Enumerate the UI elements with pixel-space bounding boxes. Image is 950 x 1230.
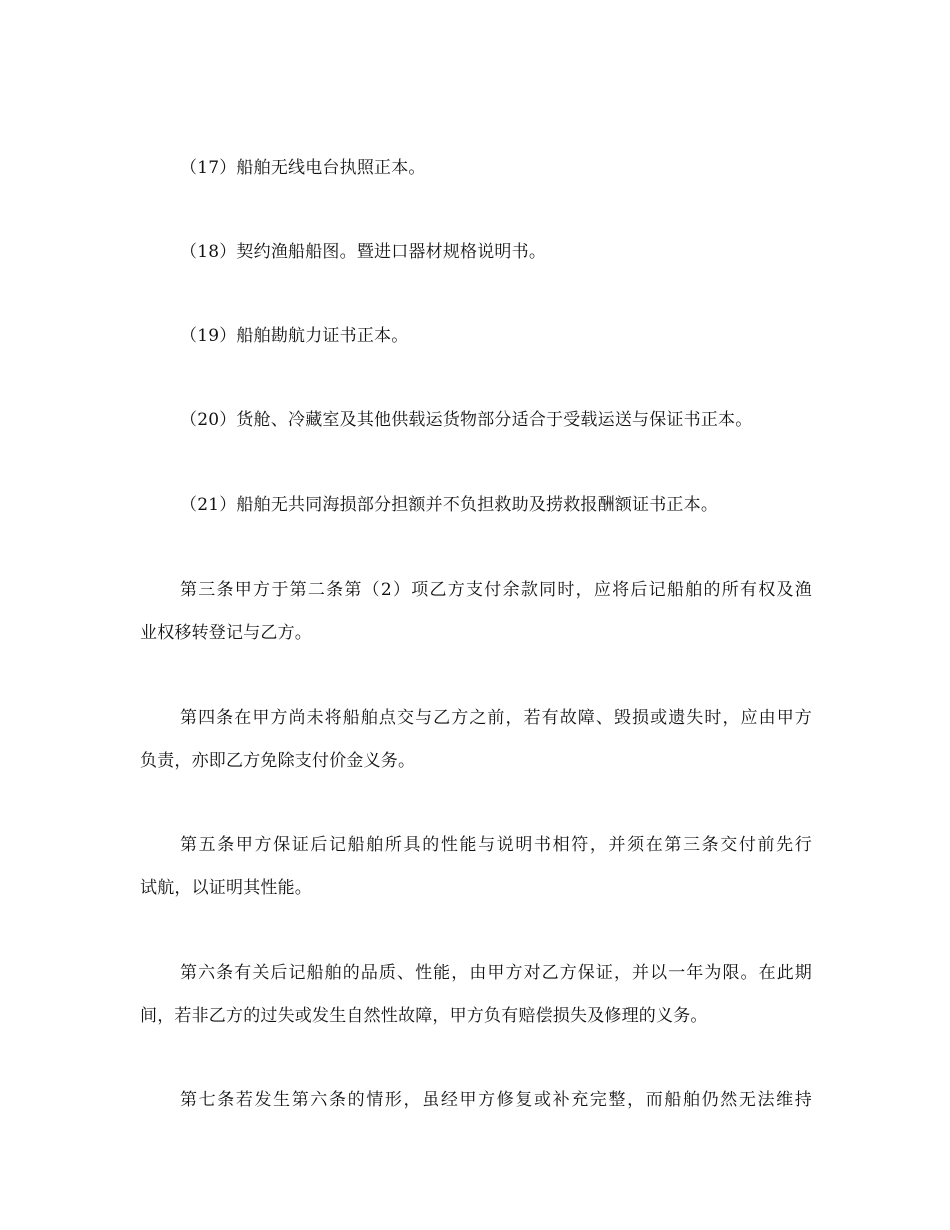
list-item-18: （18）契约渔船船图。暨进口器材规格说明书。 — [180, 242, 547, 262]
article-4-line-1: 第四条在甲方尚未将船舶点交与乙方之前，若有故障、毁损或遗失时，应由甲方 — [180, 708, 812, 728]
list-item-17: （17）船舶无线电台执照正本。 — [180, 158, 426, 178]
article-3-line-2: 业权移转登记与乙方。 — [140, 623, 312, 643]
article-7-line-1: 第七条若发生第六条的情形，虽经甲方修复或补充完整，而船舶仍然无法维持 — [180, 1090, 812, 1110]
article-5-line-1: 第五条甲方保证后记船舶所具的性能与说明书相符，并须在第三条交付前先行 — [180, 835, 812, 855]
article-6-line-1: 第六条有关后记船舶的品质、性能，由甲方对乙方保证，并以一年为限。在此期 — [180, 963, 812, 983]
list-item-20: （20）货舱、冷藏室及其他供载运货物部分适合于受载运送与保证书正本。 — [180, 410, 753, 430]
article-5-line-2: 试航，以证明其性能。 — [140, 878, 312, 898]
article-6-line-2: 间，若非乙方的过失或发生自然性故障，甲方负有赔偿损失及修理的义务。 — [140, 1006, 708, 1026]
article-3-line-1: 第三条甲方于第二条第（2）项乙方支付余款同时，应将后记船舶的所有权及渔 — [180, 580, 812, 600]
list-item-19: （19）船舶勘航力证书正本。 — [180, 326, 409, 346]
list-item-21: （21）船舶无共同海损部分担额并不负担救助及捞救报酬额证书正本。 — [180, 495, 719, 515]
article-4-line-2: 负责，亦即乙方免除支付价金义务。 — [140, 751, 416, 771]
